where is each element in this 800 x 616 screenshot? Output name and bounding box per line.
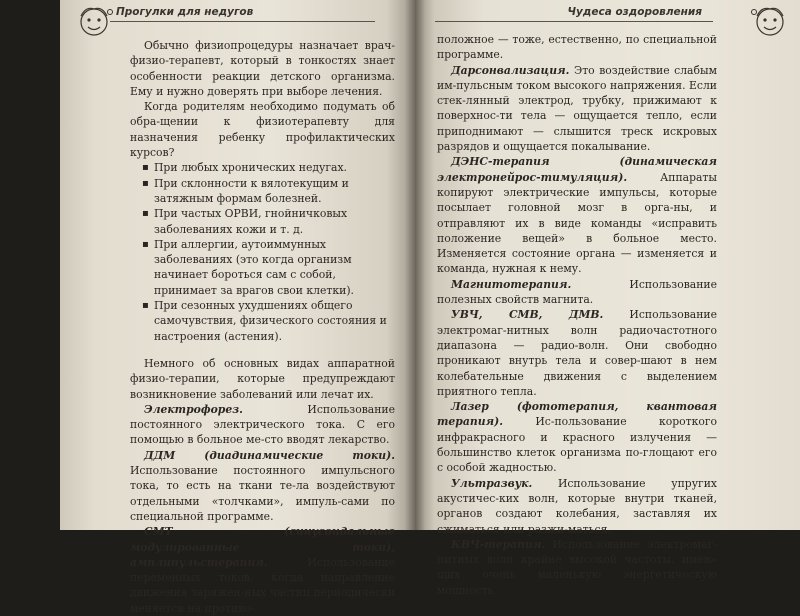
term: Дарсонвализация. bbox=[451, 63, 570, 77]
running-header: Прогулки для недугов bbox=[116, 6, 254, 18]
therapy-entry bbox=[437, 63, 717, 155]
list-item: ▪ При любых хронических недугах. bbox=[142, 160, 395, 175]
paragraph: Немного об основных видах аппаратной физио-терапии, которые предупреждают возникновение заболеваний или лечат их. bbox=[130, 356, 395, 401]
term: Ультразвук. bbox=[451, 476, 533, 490]
definition: Использование постоянного электрического тока. С его помощью в больное ме-сто вводят лекарство. bbox=[130, 402, 395, 447]
book-gutter bbox=[405, 0, 425, 530]
definition: Использование постоянного импульсного тока, то есть на ткани те-ла воздействуют отдельными «толчками», импуль-сами по специальной программе. bbox=[130, 464, 395, 523]
list-item: ▪ При аллергии, аутоиммунных заболеваниях (это когда организм начинает бороться сам с собой, принимает за врагов свои клетки). bbox=[142, 237, 395, 298]
therapy-entry bbox=[130, 448, 395, 524]
term: Магнитотерапия. bbox=[451, 277, 572, 291]
header-rule bbox=[110, 21, 375, 22]
term: СМТ (синусоидальные модулированные токи), амплипульстерапия. bbox=[130, 525, 395, 569]
definition: Ис-пользование короткого инфракрасного и красного излучения — большинство клеток организма по-глощают его с особой жадностью. bbox=[437, 415, 718, 475]
therapy-entry bbox=[130, 402, 395, 448]
list-item: ▪ При частых ОРВИ, гнойничковых заболеваниях кожи и т. д. bbox=[142, 206, 395, 237]
definition: Аппараты копируют электрические импульсы, которые посылает головной мозг в орга-ны, и отправляют их в виде команды «исправить положение вещей» в больное место. Изменяется состояние органа — изменяется и команда, нужная к нему. bbox=[437, 170, 717, 276]
term: Электрофорез. bbox=[144, 402, 243, 416]
list-item: ▪ При сезонных ухудшениях общего самочувствия, физического состояния и настроения (астения). bbox=[142, 298, 395, 344]
right-page bbox=[415, 0, 800, 597]
paragraph: Обычно физиопроцедуры назначает врач-физио-терапевт, который в тонкостях знает особенности реакции детского организма. Ему и нужно доверять при выборе лечения. bbox=[130, 39, 395, 98]
child-mascot-icon bbox=[748, 4, 792, 40]
therapy-entry bbox=[437, 277, 717, 308]
child-mascot-icon bbox=[72, 4, 116, 40]
term: Лазер (фототерапия, квантовая терапия). bbox=[437, 400, 717, 429]
right-body-text bbox=[437, 32, 717, 598]
therapy-entry bbox=[437, 307, 717, 399]
definition: Использование электромаг-нитных волн крайне высокой частоты, имею-щих очень маленькую энергетическую мощность bbox=[437, 537, 717, 597]
therapy-entry bbox=[437, 399, 717, 475]
definition: Использование упругих акустичес-ких волн, которые внутри тканей, органов создают колебания, заставляя их сжиматься или разжи-маться. bbox=[437, 476, 717, 536]
definition: Использование полезных свойств магнита. bbox=[437, 277, 717, 307]
header-rule bbox=[435, 21, 713, 22]
paragraph: Когда родителям необходимо подумать об обра-щении к физиотерапевту для назначения ребенку профилактических курсов? bbox=[130, 100, 395, 160]
left-body-text bbox=[130, 38, 395, 616]
term: ДДМ (диадинамические токи). bbox=[144, 448, 395, 462]
indications-list bbox=[130, 160, 395, 344]
definition: Использование переменных токов, когда направление движения заряжен-ных частиц периодически меняется на противо- bbox=[130, 555, 395, 615]
running-header: Чудеса оздоровления bbox=[567, 6, 702, 18]
list-item: ▪ При склонности к вялотекущим и затяжным формам болезней. bbox=[142, 176, 395, 207]
definition: Использование электромаг-нитных волн радиочастотного диапазона — радио-волн. Они свободно проникают внутрь тела и совер-шают в нем колебательные движения с выделением приятного тепла. bbox=[437, 308, 717, 398]
paragraph: положное — тоже, естественно, по специальной программе. bbox=[437, 33, 717, 62]
term: УВЧ, СМВ, ДМВ. bbox=[451, 308, 604, 322]
definition: Это воздействие слабым им-пульсным током высокого напряжения. Если стек-лянный электрод, трубку, прижимают к поверхнос-ти тела — ощущается тепло, если приподнимают — слышится треск искровых разрядов и ощущается покалывание. bbox=[437, 63, 717, 154]
therapy-entry bbox=[437, 154, 717, 276]
therapy-entry bbox=[437, 537, 717, 598]
term: ДЭНС-терапия (динамическая электронейрос-тимуляция). bbox=[437, 155, 717, 184]
therapy-entry bbox=[130, 524, 395, 616]
left-page bbox=[60, 0, 415, 615]
therapy-entry bbox=[437, 476, 717, 537]
term: КВЧ-терапия. bbox=[451, 537, 546, 551]
